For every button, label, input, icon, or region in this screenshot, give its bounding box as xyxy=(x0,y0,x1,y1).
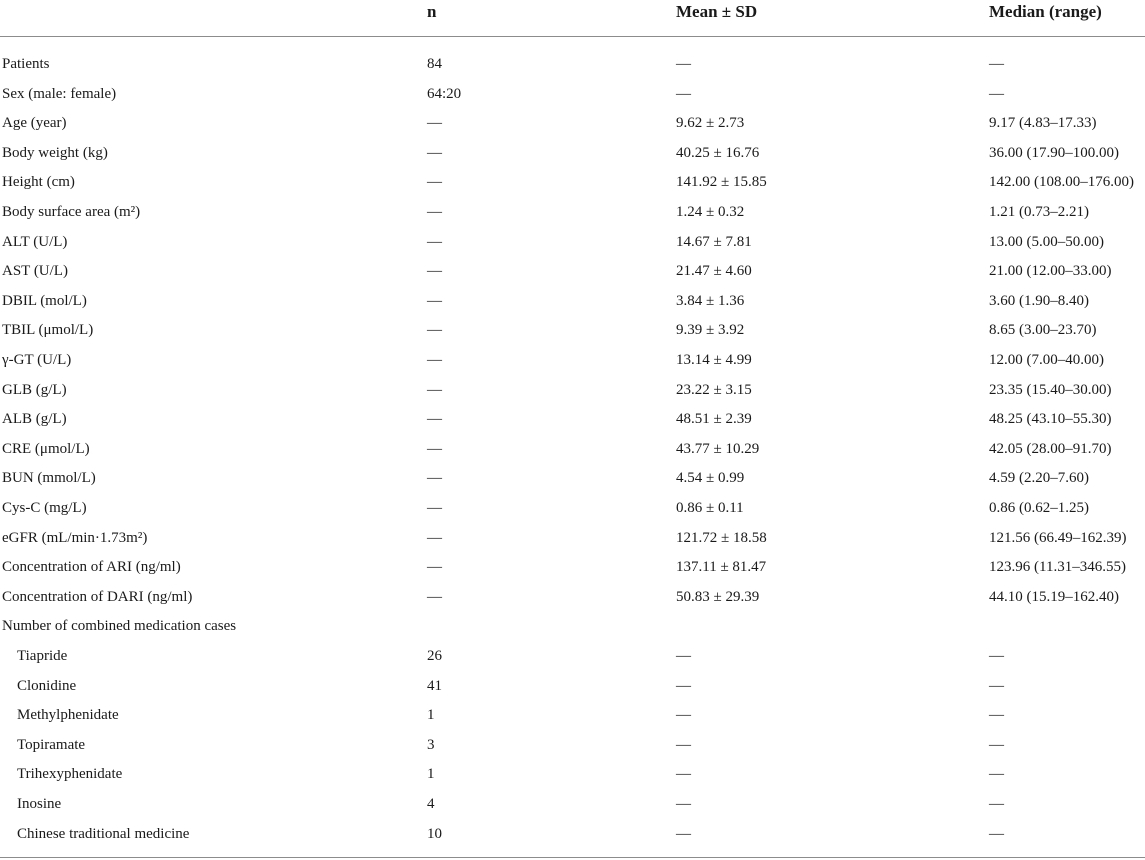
row-median-range: — xyxy=(989,796,1004,812)
table-row xyxy=(0,671,1145,701)
table-row xyxy=(0,49,1145,79)
row-mean-sd: 141.92 ± 15.85 xyxy=(676,174,767,191)
row-label: Concentration of ARI (ng/ml) xyxy=(2,559,181,576)
row-mean-sd: 9.62 ± 2.73 xyxy=(676,115,745,132)
row-n: — xyxy=(427,263,442,280)
row-mean-sd: 137.11 ± 81.47 xyxy=(676,559,767,576)
row-median-range: — xyxy=(989,56,1004,72)
row-n: — xyxy=(427,204,442,220)
row-n: 26 xyxy=(427,648,442,664)
row-median-range: — xyxy=(989,677,1004,694)
row-label: Inosine xyxy=(17,796,62,812)
row-n: — xyxy=(427,440,442,457)
table-row xyxy=(0,730,1145,760)
row-n: — xyxy=(427,588,442,605)
row-mean-sd: — xyxy=(676,677,691,694)
row-label: Concentration of DARI (ng/ml) xyxy=(2,588,193,605)
row-mean-sd: 1.24 ± 0.32 xyxy=(676,204,745,220)
table-row xyxy=(0,286,1145,316)
row-mean-sd: 40.25 ± 16.76 xyxy=(676,144,760,161)
row-n: 84 xyxy=(427,56,442,72)
row-n: — xyxy=(427,115,442,132)
row-n: — xyxy=(427,500,442,516)
row-n: 4 xyxy=(427,796,435,812)
table-row xyxy=(0,493,1145,523)
row-mean-sd: 4.54 ± 0.99 xyxy=(676,470,745,487)
row-median-range: — xyxy=(989,766,1004,783)
row-n: — xyxy=(427,352,442,368)
header-mean-sd: Mean ± SD xyxy=(676,2,758,21)
row-label: GLB (g/L) xyxy=(2,381,67,398)
row-median-range: 121.56 (66.49–162.39) xyxy=(989,529,1127,546)
header-divider xyxy=(0,36,1145,37)
row-median-range: 36.00 (17.90–100.00) xyxy=(989,144,1119,161)
row-median-range: 0.86 (0.62–1.25) xyxy=(989,500,1089,516)
row-n: — xyxy=(427,411,442,428)
row-label: Clonidine xyxy=(17,677,77,694)
table-row xyxy=(0,582,1145,612)
row-median-range: — xyxy=(989,736,1004,753)
row-median-range: 8.65 (3.00–23.70) xyxy=(989,322,1097,339)
row-n: — xyxy=(427,292,442,309)
table-row xyxy=(0,138,1145,168)
table-row xyxy=(0,819,1145,849)
row-n: — xyxy=(427,174,442,191)
row-n: 1 xyxy=(427,707,435,724)
row-n: 41 xyxy=(427,677,442,694)
row-median-range: — xyxy=(989,85,1004,102)
table-bottom-rule xyxy=(0,857,1145,858)
row-median-range: 23.35 (15.40–30.00) xyxy=(989,381,1112,398)
row-median-range: 4.59 (2.20–7.60) xyxy=(989,470,1089,487)
row-mean-sd: 9.39 ± 3.92 xyxy=(676,322,745,339)
table-row xyxy=(0,227,1145,257)
row-median-range: — xyxy=(989,825,1004,842)
row-median-range: — xyxy=(989,707,1004,724)
row-mean-sd: 43.77 ± 10.29 xyxy=(676,440,760,457)
row-mean-sd: 48.51 ± 2.39 xyxy=(676,411,752,428)
row-median-range: 142.00 (108.00–176.00) xyxy=(989,174,1134,191)
table-row xyxy=(0,611,1145,641)
table-row xyxy=(0,197,1145,227)
row-mean-sd: — xyxy=(676,796,691,812)
row-label: eGFR (mL/min·1.73m²) xyxy=(2,529,148,546)
row-mean-sd: — xyxy=(676,85,691,102)
row-median-range: 12.00 (7.00–40.00) xyxy=(989,352,1104,368)
row-median-range: 44.10 (15.19–162.40) xyxy=(989,588,1119,605)
table-row xyxy=(0,375,1145,405)
header-n: n xyxy=(427,2,437,21)
row-mean-sd: 13.14 ± 4.99 xyxy=(676,352,752,368)
table-row xyxy=(0,79,1145,109)
row-mean-sd: 121.72 ± 18.58 xyxy=(676,529,767,546)
row-median-range: 3.60 (1.90–8.40) xyxy=(989,292,1089,309)
table-row xyxy=(0,256,1145,286)
row-n: — xyxy=(427,144,442,161)
row-n: — xyxy=(427,470,442,487)
row-label: Age (year) xyxy=(2,115,67,132)
row-n: 3 xyxy=(427,736,435,753)
table-row xyxy=(0,789,1145,819)
row-n: — xyxy=(427,559,442,576)
row-label: DBIL (mol/L) xyxy=(2,292,87,309)
row-n: 64:20 xyxy=(427,85,462,102)
row-n: — xyxy=(427,322,442,339)
row-label: Topiramate xyxy=(17,736,86,753)
row-mean-sd: 3.84 ± 1.36 xyxy=(676,292,745,309)
row-label: Methylphenidate xyxy=(17,707,119,724)
row-label: Patients xyxy=(2,56,50,72)
row-median-range: — xyxy=(989,648,1004,664)
row-label: BUN (mmol/L) xyxy=(2,470,96,487)
row-median-range: 123.96 (11.31–346.55) xyxy=(989,559,1126,576)
row-label: γ-GT (U/L) xyxy=(2,352,72,368)
table-row xyxy=(0,315,1145,345)
table-row xyxy=(0,523,1145,553)
row-mean-sd: — xyxy=(676,707,691,724)
row-n: 1 xyxy=(427,766,435,783)
row-mean-sd: 21.47 ± 4.60 xyxy=(676,263,752,280)
row-label: TBIL (μmol/L) xyxy=(2,322,94,339)
row-label: CRE (μmol/L) xyxy=(2,440,90,457)
row-mean-sd: 23.22 ± 3.15 xyxy=(676,381,752,398)
table-row xyxy=(0,434,1145,464)
table-row xyxy=(0,700,1145,730)
row-label: Cys-C (mg/L) xyxy=(2,500,87,516)
row-label: Number of combined medication cases xyxy=(2,618,237,635)
row-mean-sd: — xyxy=(676,736,691,753)
row-n: — xyxy=(427,529,442,546)
row-median-range: 9.17 (4.83–17.33) xyxy=(989,115,1097,132)
header-median-range: Median (range) xyxy=(989,2,1102,21)
row-label: AST (U/L) xyxy=(2,263,68,280)
row-label: Height (cm) xyxy=(2,174,75,191)
row-mean-sd: — xyxy=(676,825,691,842)
row-label: ALT (U/L) xyxy=(2,233,68,250)
table-row xyxy=(0,345,1145,375)
row-n: 10 xyxy=(427,825,442,842)
row-mean-sd: — xyxy=(676,648,691,664)
row-label: Tiapride xyxy=(17,648,68,664)
row-label: Body surface area (m²) xyxy=(2,204,141,220)
row-mean-sd: — xyxy=(676,56,691,72)
table-row xyxy=(0,108,1145,138)
row-median-range: 42.05 (28.00–91.70) xyxy=(989,440,1112,457)
row-median-range: 48.25 (43.10–55.30) xyxy=(989,411,1112,428)
table-row xyxy=(0,404,1145,434)
row-mean-sd: — xyxy=(676,766,691,783)
table-row xyxy=(0,167,1145,197)
row-median-range: 13.00 (5.00–50.00) xyxy=(989,233,1104,250)
row-label: Body weight (kg) xyxy=(2,144,108,161)
table-row xyxy=(0,552,1145,582)
row-label: Trihexyphenidate xyxy=(17,766,123,783)
row-label: Sex (male: female) xyxy=(2,85,117,102)
table-row xyxy=(0,463,1145,493)
table-header-row xyxy=(0,0,1145,36)
table-row xyxy=(0,641,1145,671)
row-mean-sd: 14.67 ± 7.81 xyxy=(676,233,752,250)
row-label: Chinese traditional medicine xyxy=(17,825,190,842)
row-mean-sd: 0.86 ± 0.11 xyxy=(676,500,744,516)
row-n: — xyxy=(427,233,442,250)
row-median-range: 21.00 (12.00–33.00) xyxy=(989,263,1112,280)
row-label: ALB (g/L) xyxy=(2,411,67,428)
table-row xyxy=(0,759,1145,789)
row-mean-sd: 50.83 ± 29.39 xyxy=(676,588,760,605)
row-median-range: 1.21 (0.73–2.21) xyxy=(989,204,1089,220)
row-n: — xyxy=(427,381,442,398)
